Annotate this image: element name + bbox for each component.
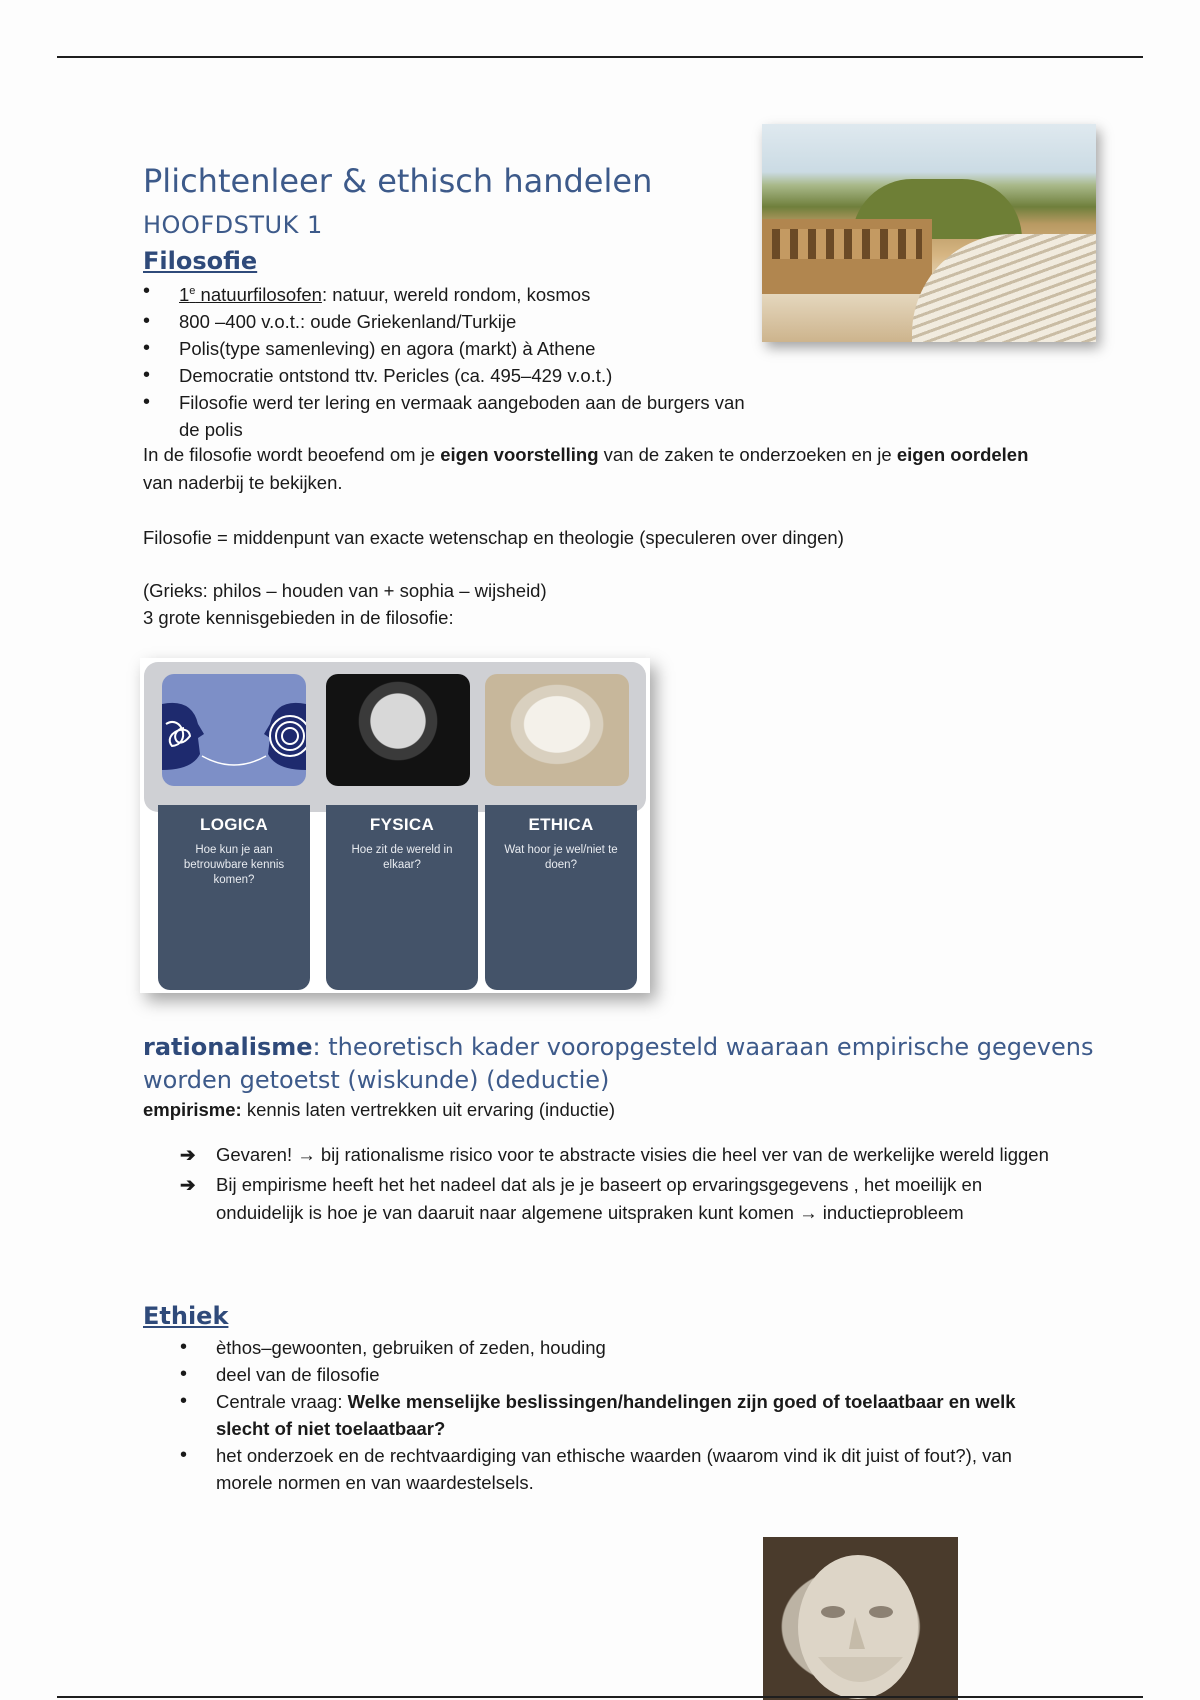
paragraph-filosofie-definition: Filosofie = middenpunt van exacte wetenschap en theologie (speculeren over dingen) <box>143 527 844 548</box>
photo-seats <box>912 234 1096 342</box>
rationalisme-definition: : theoretisch kader vooropgesteld waaraan empirische gegevens worden getoetst (wiskunde) (deductie) <box>143 1033 1094 1094</box>
section-heading-ethiek: Ethiek <box>143 1302 229 1330</box>
arrow-list <box>180 1141 1060 1229</box>
list-item <box>180 1388 1030 1442</box>
card-label: FYSICA <box>369 815 435 834</box>
central-question: Welke menselijke beslissingen/handelingen zijn goed of toelaatbaar en welk slecht of niet toelaatbaar? <box>216 1391 1016 1439</box>
card-label: LOGICA <box>200 815 268 834</box>
top-rule <box>57 56 1143 58</box>
paragraph-greek-origin: (Grieks: philos – houden van + sophia – wijsheid) <box>143 580 547 601</box>
bullet-text: Centrale vraag: <box>216 1391 348 1412</box>
card-question: Hoe kun je aan betrouwbare kennis komen? <box>183 844 285 886</box>
paragraph-filosofie-purpose <box>143 441 1063 497</box>
bullet-underlined-term: 1e natuurfilosofen <box>179 284 322 306</box>
bust-sketch <box>763 1537 958 1700</box>
bullet-text: : natuur, wereld rondom, kosmos <box>321 284 591 306</box>
text-run: van de zaken te onderzoeken en je <box>598 444 897 465</box>
chapter-heading: HOOFDSTUK 1 <box>143 211 323 239</box>
two-heads-thinking-image <box>162 674 306 786</box>
filosofie-bullet-list <box>143 278 763 443</box>
list-item <box>143 278 763 308</box>
knowledge-domains-diagram <box>140 658 650 993</box>
photo-arches <box>772 229 922 259</box>
rationalisme-heading <box>143 1031 1123 1097</box>
list-item: • deel van de filosofie <box>180 1361 1030 1388</box>
section-heading-filosofie: Filosofie <box>143 247 258 275</box>
card-logica <box>158 805 310 990</box>
card-question: Hoe zit de wereld in elkaar? <box>351 844 453 871</box>
bold-run: eigen oordelen <box>896 444 1029 465</box>
arrow-item-text: Bij empirisme heeft het het nadeel dat als je je baseert op ervaringsgegevens , het moeilijk en onduidelijk is hoe je van daaruit naar algemene uitspraken kunt komen → inductieprobleem <box>216 1174 983 1223</box>
two-heads-icon <box>162 674 306 786</box>
bold-run: eigen voorstelling <box>440 444 599 465</box>
socrates-bust-photo <box>763 1537 958 1700</box>
text-run: In de filosofie wordt beoefend om je <box>143 444 441 465</box>
rationalisme-term: rationalisme <box>143 1033 313 1061</box>
portrait-physicist-image <box>326 674 470 786</box>
list-item <box>180 1141 1060 1169</box>
card-label: ETHICA <box>528 815 594 834</box>
document-title: Plichtenleer & ethisch handelen <box>143 162 653 200</box>
ethiek-bullet-list <box>180 1334 1030 1496</box>
acropolis-theatre-photo <box>762 124 1096 342</box>
bust-philosopher-image <box>485 674 629 786</box>
paragraph-knowledge-domains: 3 grote kennisgebieden in de filosofie: <box>143 607 454 628</box>
arrow-right-icon: ➔ <box>180 1144 196 1165</box>
list-item: • Filosofie werd ter lering en vermaak aangeboden aan de burgers van de polis <box>143 389 763 443</box>
list-item: • Polis(type samenleving) en agora (markt) à Athene <box>143 335 763 362</box>
bottom-rule <box>57 1696 1143 1698</box>
card-fysica <box>326 805 478 990</box>
empirisme-term: empirisme: <box>143 1099 242 1120</box>
list-item: • 800 –400 v.o.t.: oude Griekenland/Turkije <box>143 308 763 335</box>
card-question: Wat hoor je wel/niet te doen? <box>504 844 618 871</box>
list-item <box>180 1171 1060 1227</box>
list-item: • het onderzoek en de rechtvaardiging van ethische waarden (waarom vind ik dit juist of fout?), van morele normen en van waardestelsels. <box>180 1442 1030 1496</box>
list-item: • èthos–gewoonten, gebruiken of zeden, houding <box>180 1334 1030 1361</box>
empirisme-line <box>143 1096 1063 1124</box>
list-item: • Democratie ontstond ttv. Pericles (ca. 495–429 v.o.t.) <box>143 362 763 389</box>
arrow-item-text: Gevaren! → bij rationalisme risico voor te abstracte visies die heel ver van de werkelijke wereld liggen <box>216 1144 1049 1165</box>
arrow-right-icon: ➔ <box>180 1174 196 1195</box>
card-ethica <box>485 805 637 990</box>
text-run: van naderbij te bekijken. <box>143 472 343 493</box>
empirisme-definition: kennis laten vertrekken uit ervaring (inductie) <box>241 1099 615 1120</box>
